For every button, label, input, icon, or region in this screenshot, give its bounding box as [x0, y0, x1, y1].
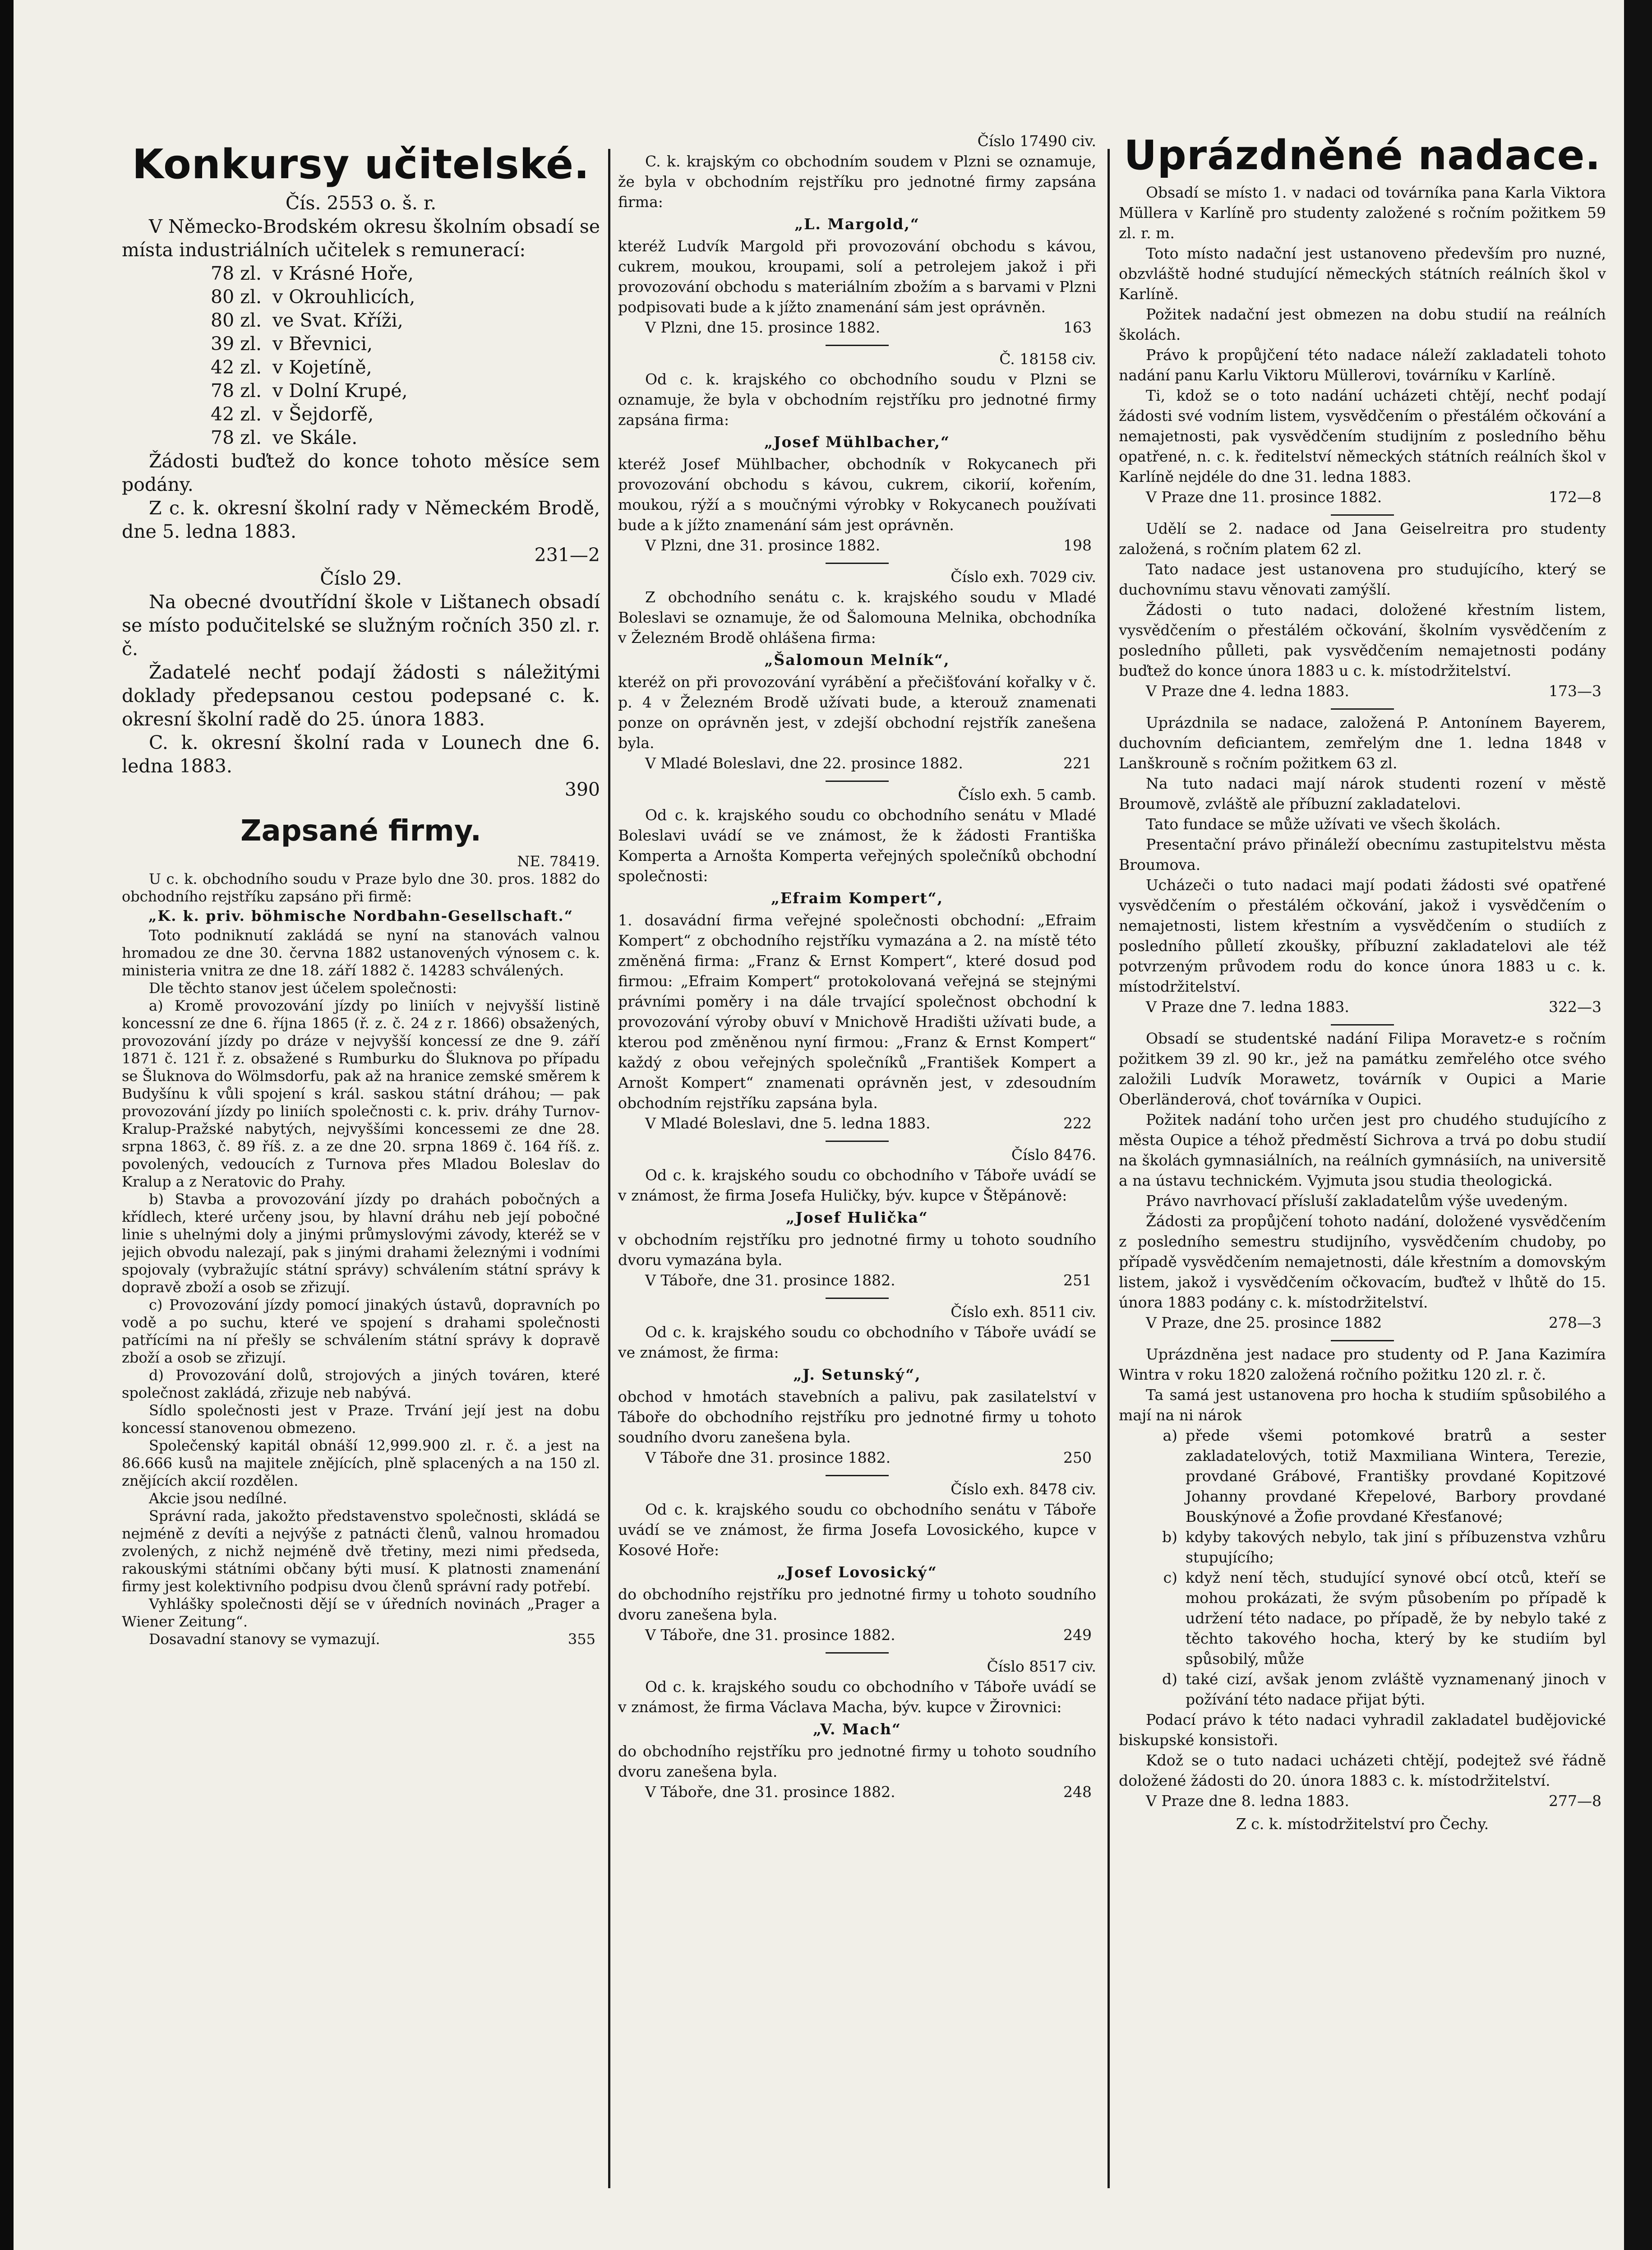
notice-closing-row: Dosavadní stanovy se vymazují. 355: [149, 1631, 595, 1648]
closing-authority: Z c. k. místodržitelství pro Čechy.: [1236, 1815, 1489, 1833]
column-firm-registrations: [618, 131, 1096, 2188]
entry-number: Číslo exh. 8511 civ.: [951, 1303, 1096, 1321]
foundation-signature-row: V Praze dne 11. prosince 1882. 172—8: [1146, 488, 1601, 506]
foundation-text: Na tuto nadaci mají nárok studenti rození v městě Broumově, zvláště ale příbuzní zakladatelovi.: [1119, 775, 1606, 813]
foundation-text: Ta samá jest ustanovena pro hocha k studiím spůsobilého a mají na ni nárok: [1119, 1386, 1606, 1424]
divider: [826, 1652, 889, 1654]
entry-mach: [618, 1656, 1096, 1802]
foundation-text: Kdož se o tuto nadaci ucházeti chtějí, podejtež své řádně doložené žádosti do 20. února 1883 c. k. místodržitelství.: [1119, 1751, 1606, 1789]
entry-text: v obchodním rejstříku pro jednotné firmy u tohoto soudního dvoru vymazána byla.: [618, 1231, 1096, 1269]
entry-signature-row: V Táboře, dne 31. prosince 1882. 248: [645, 1783, 1092, 1801]
divider: [1331, 1340, 1394, 1341]
column-teacher-vacancies: [122, 131, 600, 2188]
foundation-list-item: d) také cizí, avšak jenom zvláště vyznamenaný jinoch v požívání této nadace přijat býti.: [1162, 1670, 1606, 1708]
notice-text: Dle těchto stanov jest účelem společnosti:: [149, 979, 457, 997]
foundation-signature-row: V Praze dne 8. ledna 1883. 277—8: [1146, 1792, 1601, 1810]
divider: [826, 563, 889, 564]
scan-edge-left: [0, 0, 14, 2250]
foundation-winter: [1119, 1344, 1606, 1834]
entry-number: Číslo 8476.: [1011, 1146, 1096, 1164]
divider: [826, 1298, 889, 1299]
salary-row: 42 zl. v Šejdorfě,: [211, 403, 374, 425]
divider: [1331, 514, 1394, 516]
column-foundations: [1119, 131, 1606, 2188]
notice-signature: Z c. k. okresní školní rady v Německém Brodě, dne 5. ledna 1883.: [122, 497, 600, 542]
divider: [826, 1141, 889, 1142]
notice-2553: [122, 191, 600, 567]
entry-text: 1. dosavádní firma veřejné společnosti obchodní: „Efraim Kompert“ z obchodního rejstříku vymazána a 2. na místě této změněná firma: „Franz & Ernst Kompert“, které dosud pod firmou: „Efraim Kompert“ protokolovaná veřejná se stejnými právními poměry i na dále trvající společnost obchodní k provozování výroby obuví v Mnichově Hradišti užívati bude, a kterou pod změněnou nyní firmou: „Franz & Ernst Kompert“ každý z obou veřejných společníků „František Kompert a Arnošt Kompert“ znamenati oprávněn jest, v zdesoudním obchodním rejstříku zapsána byla.: [618, 911, 1096, 1112]
foundation-text: Ti, kdož se o toto nadání ucházeti chtějí, nechť podají žádosti své vodním listem, vysvědčením o přestálém očkování a nemajetnosti, pak vysvědčením studijním z posledního běhu opatřené, n. c. k. ředitelství německých státních reálních škol v Karlíně nejdéle do dne 31. ledna 1883.: [1119, 387, 1606, 485]
entry-signature-row: V Mladé Boleslavi, dne 22. prosince 1882. 221: [645, 754, 1092, 772]
notice-signature: C. k. okresní školní rada v Lounech dne 6. ledna 1883.: [122, 732, 600, 777]
notice-text: Toto podniknutí zakládá se nyní na stanovách valnou hromadou ze dne 30. června 1882 ustanovených výnosem c. k. ministeria vnitra ze dne 18. září 1882 č. 14283 schválených.: [122, 927, 600, 979]
scan-edge-right: [1624, 0, 1652, 2250]
entry-signature-row: V Plzni, dne 31. prosince 1882. 198: [645, 536, 1092, 554]
entry-text: obchod v hmotách stavebních a palivu, pak zasilatelství v Táboře do obchodního rejstříku pro jednotné firmy u tohoto soudního dvoru zanešena byla.: [618, 1388, 1096, 1446]
entry-text: Od c. k. krajského soudu co obchodního v Táboře uvádí se v známost, že firma Josefa Huličky, býv. kupce v Štěpánově:: [618, 1166, 1096, 1204]
foundation-text: Obsadí se studentské nadání Filipa Moravetz-e s ročním požitkem 39 zl. 90 kr., jež na památku zemřelého otce svého založili Ludvík Morawetz, továrník v Oupici a Marie Oberländerová, choť továrníka v Oupici.: [1119, 1030, 1606, 1108]
notice-text: Žádosti buďtež do konce tohoto měsíce sem podány.: [122, 450, 600, 495]
foundation-text: Právo k propůjčení této nadace náleží zakladateli tohoto nadání panu Karlu Viktoru Müllerovi, továrníku v Karlíně.: [1119, 346, 1606, 384]
foundation-text: Tato nadace jest ustanovena pro studujícího, který se duchovnímu stavu věnovati zamýšlí.: [1119, 560, 1606, 598]
entry-muhlbacher: [618, 349, 1096, 564]
notice-intro: U c. k. obchodního soudu v Praze bylo dne 30. pros. 1882 do obchodního rejstříku zapsáno při firmě:: [122, 870, 600, 905]
entry-number: Číslo 17490 civ.: [977, 132, 1096, 150]
notice-text: Vyhlášky společnosti dějí se v úředních novinách „Prager a Wiener Zeitung“.: [122, 1595, 600, 1630]
foundation-geiselreiter: [1119, 518, 1606, 710]
foundation-text: Žádosti o tuto nadaci, doložené křestním listem, vysvědčením o přestálém očkování, školním vysvědčením z posledního půlleti, pak vysvědčením nemajetnosti podány buďtež do konce února 1883 u c. k. místodržitelství.: [1119, 601, 1606, 679]
foundation-list-item: c) když není těch, studující synové obcí otců, kteří se mohou prokázati, že svým působením po případě k udržení této nadace, po případě, že by nebylo také z těchto takového hocha, který by ke studiím byl spůsobilý, může: [1163, 1569, 1606, 1668]
section-heading-zapsane-firmy: Zapsané firmy.: [240, 814, 481, 848]
salary-row: 42 zl. v Kojetíně,: [211, 356, 372, 378]
notice-text: Správní rada, jakožto představenstvo společnosti, skládá se nejméně z devíti a nejvýše z patnácti členů, valnou hromadou zvolených, z nichž nejméně dvě třetiny, mezi nimi předseda, rakouskými státními občany býti musí. K platnosti znamenání firmy jest kolektivního podpisu dvou členů správní rady potřebí.: [122, 1507, 600, 1595]
salary-row: 80 zl. ve Svat. Kříži,: [211, 310, 403, 331]
entry-text: Od c. k. krajského soudu co obchodního senátu v Táboře uvádí se ve známost, že firma Josefa Lovosického, kupce v Kosové Hoře:: [618, 1501, 1096, 1559]
divider: [1331, 708, 1394, 710]
foundation-text: Požitek nadační jest obmezen na dobu studií na reálních školách.: [1119, 305, 1606, 343]
salary-row: 80 zl. v Okrouhlicích,: [211, 286, 415, 308]
notice-text: d) Provozování dolů, strojových a jiných továren, které společnost zakládá, zřizuje neb nabývá.: [122, 1367, 600, 1401]
entry-text: do obchodního rejstříku pro jednotné firmy u tohoto soudního dvoru zanešena byla.: [618, 1585, 1096, 1623]
foundation-bayer: [1119, 712, 1606, 1026]
firm-name: „K. k. priv. böhmische Nordbahn-Gesellschaft.“: [148, 907, 573, 924]
entry-number: Číslo exh. 8478 civ.: [951, 1480, 1096, 1498]
entry-number: Číslo exh. 7029 civ.: [951, 568, 1096, 586]
entry-lovosicky: [618, 1479, 1096, 1654]
entry-text: do obchodního rejstříku pro jednotné firmy u tohoto soudního dvoru zanešena byla.: [618, 1742, 1096, 1780]
foundation-text: Toto místo nadační jest ustanoveno především pro nuzné, obzvláště hodné studující německých státních reálních škol v Karlíně.: [1119, 245, 1606, 303]
entry-text: kteréž Josef Mühlbacher, obchodník v Rokycanech při provozování obchodu s kávou, cukrem, cikorií, kořením, moukou, rýží a s moučnými výrobky v Rokycanech používati bude a k jížto znamenání sám jest oprávněn.: [618, 455, 1096, 534]
foundation-text: Právo navrhovací přísluší zakladatelům výše uvedeným.: [1146, 1192, 1568, 1210]
foundation-muller: [1119, 182, 1606, 516]
foundation-text: Uprázdněna jest nadace pro studenty od P. Jana Kazimíra Wintra v roku 1820 založená ročního požitku 120 zl. r. č.: [1119, 1345, 1606, 1383]
notice-number: Číslo 29.: [320, 568, 402, 589]
foundation-signature-row: V Praze dne 4. ledna 1883. 173—3: [1146, 682, 1601, 700]
divider: [826, 345, 889, 346]
foundation-text: Tato fundace se může užívati ve všech školách.: [1146, 815, 1501, 833]
firm-name: „Josef Lovosický“: [777, 1563, 937, 1581]
notice-text: Společenský kapitál obnáší 12,999.900 zl. r. č. a jest na 86.666 kusů na majitele znějících, plně splacených a na 150 zl. znějících akcií rozdělen.: [122, 1437, 600, 1489]
salary-row: 39 zl. v Břevnici,: [211, 333, 373, 355]
notice-text: Sídlo společnosti jest v Praze. Trvání její jest na dobu koncessí stanovenou obmezeno.: [122, 1402, 600, 1437]
divider: [826, 1475, 889, 1476]
salary-row: 78 zl. v Krásné Hoře,: [211, 263, 414, 284]
foundation-text: Obsadí se místo 1. v nadaci od továrníka pana Karla Viktora Müllera v Karlíně pro studenty založené s ročním požitkem 59 zl. r. m.: [1119, 184, 1606, 242]
foundation-text: Udělí se 2. nadace od Jana Geiselreitra pro studenty založená, s ročním platem 62 zl.: [1119, 520, 1606, 558]
entry-melnik: [618, 567, 1096, 782]
notice-text: Akcie jsou nedílné.: [149, 1490, 287, 1507]
entry-text: kteréž Ludvík Margold při provozování obchodu s kávou, cukrem, moukou, kroupami, solí a petrolejem jakož i při provozování obchodu s materiálním zbožím a s barvami v Plzni podpisovati bude a k jížto znamenání sám jest oprávněn.: [618, 237, 1096, 316]
foundation-list-item: b) kdyby takových nebylo, tak jiní s příbuzenstva vzhůru stupujícího;: [1162, 1528, 1606, 1566]
firm-name: „Josef Hulička“: [786, 1209, 928, 1226]
entry-number: Číslo exh. 5 camb.: [958, 786, 1096, 804]
entry-text: C. k. krajským co obchodním soudem v Plzni se oznamuje, že byla v obchodním rejstříku pro jednotné firmy zapsána firma:: [618, 152, 1096, 211]
entry-hulicka: [618, 1145, 1096, 1299]
entry-signature-row: V Táboře, dne 31. prosince 1882. 251: [645, 1271, 1092, 1289]
firm-name: „L. Margold,“: [794, 215, 920, 233]
entry-text: kteréž on při provozování vyrábění a přečišťování kořalky v č. p. 4 v Železném Brodě užívati bude, a kterouž znamenati ponze on oprávněn jest, v zdejší obchodní rejstřík zanešena byla.: [618, 673, 1096, 752]
entry-number: Číslo 8517 civ.: [987, 1658, 1096, 1675]
entry-text: Od c. k. krajského soudu co obchodního v Táboře uvádí se ve známost, že firma:: [618, 1323, 1096, 1361]
notice-text: Na obecné dvoutřídní škole v Lištanech obsadí se místo podučitelské se služným ročních 350 zl. r. č.: [122, 591, 600, 660]
notice-text: Žadatelé nechť podají žádosti s náležitými doklady předepsanou cestou podepsané c. k. okresní školní radě do 25. února 1883.: [122, 661, 600, 730]
notice-nordbahn: [122, 853, 600, 1648]
notice-text: a) Kromě provozování jízdy po liniích v nejvyšší listině koncessní ze dne 6. října 1865 (ř. z. č. 24 z r. 1866) obsažených, provozování jízdy po dráze v nejvyšší koncessí ze dne 9. září 1871 č. 121 ř. z. obsažené s Rumburku do Šluknova po případu se Šluknova do Wölmsdorfu, pak až na hranice zemské směrem k Budyšínu k vůli spojení s král. saskou státní dráhou; — pak provozování jízdy po liniích společnosti c. k. priv. dráhy Turnov-Kralup-Pražské nabytých, nejvyššími koncessemi ze dne 28. srpna 1863, č. 89 říš. z. a ze dne 20. srpna 1869 č. 164 říš. z. povolených, vedoucích z Turnova přes Mladou Boleslav do Kralup a z Neratovic do Prahy.: [122, 997, 600, 1190]
entry-setunsky: [618, 1302, 1096, 1476]
entry-margold: [618, 131, 1096, 346]
notice-ref: 390: [564, 779, 600, 800]
notice-text: c) Provozování jízdy pomocí jinakých ústavů, dopravních po vodě a po suchu, které ve spojení s drahami společnosti patřícími na ní přešly se schválením státní správy k dopravě zboží a osob se zřizují.: [122, 1296, 600, 1366]
section-heading-konkursy: Konkursy učitelské.: [132, 141, 590, 188]
entry-signature-row: V Táboře dne 31. prosince 1882. 250: [645, 1449, 1092, 1466]
column-rule-1: [608, 149, 610, 2188]
divider: [826, 781, 889, 782]
foundation-signature-row: V Praze, dne 25. prosince 1882 278—3: [1146, 1314, 1601, 1331]
salary-row: 78 zl. ve Skále.: [211, 427, 358, 448]
entry-kompert: [618, 785, 1096, 1142]
entry-signature-row: V Plzni, dne 15. prosince 1882. 163: [645, 319, 1092, 336]
firm-name: „Šalomoun Melník“,: [764, 651, 950, 669]
entry-text: Od c. k. krajského co obchodního soudu v Plzni se oznamuje, že byla v obchodním rejstříku pro jednotné firmy zapsána firma:: [618, 370, 1096, 429]
entry-text: Od c. k. krajského soudu co obchodního senátu v Mladé Boleslavi uvádí se ve známost, že k žádosti Františka Komperta a Arnošta Komperta veřejných společníků obchodní společnosti:: [618, 806, 1096, 885]
firm-name: „Efraim Kompert“,: [771, 889, 944, 907]
section-heading-nadace: Uprázdněné nadace.: [1124, 132, 1601, 179]
column-rule-2: [1107, 149, 1110, 2188]
divider: [1331, 1024, 1394, 1026]
salary-row: 78 zl. v Dolní Krupé,: [211, 380, 408, 402]
foundation-list-item: a) přede všemi potomkové bratrů a sester zakladatelových, totiž Maxmiliana Wintera, Terezie, provdané Grábové, Františky provdané Kopitzové Johanny provdané Křepelové, Barbory provdané Bouskýnové a Žofie provdané Křesťanové;: [1163, 1427, 1606, 1525]
foundation-text: Presentační právo přináleží obecnímu zastupitelstvu města Broumova.: [1119, 836, 1606, 873]
foundation-signature-row: V Praze dne 7. ledna 1883. 322—3: [1146, 998, 1601, 1016]
entry-signature-row: V Táboře, dne 31. prosince 1882. 249: [645, 1626, 1092, 1644]
notice-number: NE. 78419.: [517, 853, 600, 870]
firm-name: „J. Setunský“,: [793, 1366, 921, 1383]
foundation-text: Podací právo k této nadaci vyhradil zakladatel budějovické biskupské konsistoři.: [1119, 1711, 1606, 1749]
notice-text: b) Stavba a provozování jízdy po drahách pobočných a křídlech, které určeny jsou, by hlavní dráhu neb její pobočné linie s uhelnými doly a jinými průmyslovými závody, kteréž se v jejich obvodu nalezají, pak s jinými drahami železnými i vodními spojovaly (vybražujíc státní správy) schválením státní správy k dopravě zboží a osob se zřizují.: [122, 1191, 600, 1296]
entry-text: Z obchodního senátu c. k. krajského soudu v Mladé Boleslavi se oznamuje, že od Šalomouna Melnika, obchodníka v Železném Brodě ohlášena firma:: [618, 588, 1096, 647]
foundation-moravetz: [1119, 1028, 1606, 1341]
notice-29: [122, 567, 600, 801]
notice-intro: V Německo-Brodském okresu školním obsadí se místa industriálních učitelek s remunerací:: [122, 216, 600, 261]
foundation-text: Uprázdnila se nadace, založená P. Antonínem Bayerem, duchovním deficiantem, zemřelým dne 1. ledna 1848 v Lanškrouně s ročním požitkem 63 zl.: [1119, 714, 1606, 772]
notice-ref: 231—2: [534, 544, 600, 566]
notice-number: Čís. 2553 o. š. r.: [285, 192, 437, 214]
foundation-text: Ucházeči o tuto nadaci mají podati žádosti své opatřené vysvědčením o přestálém očkování, jakož i vysvědčením o nemajetnosti, listem křestním a vysvědčením o studiích z posledního půlletí zkoušky, příbuzní zakladatelovi ale též potvrzeným průvodem rodu do konce února 1883 u c. k. místodržitelství.: [1119, 876, 1606, 995]
entry-signature-row: V Mladé Boleslavi, dne 5. ledna 1883. 222: [645, 1114, 1092, 1132]
firm-name: „V. Mach“: [813, 1720, 901, 1738]
entry-number: Č. 18158 civ.: [999, 350, 1096, 368]
foundation-text: Žádosti za propůjčení tohoto nadání, doložené vysvědčením z posledního semestru studijního, vysvědčením chudoby, po případě vysvědčením nemajetnosti, dále křestním a domovským listem, jakož i vysvědčením očkovacím, buďtež v lhůtě do 15. února 1883 podány c. k. místodržitelství.: [1119, 1212, 1606, 1311]
firm-name: „Josef Mühlbacher,“: [764, 433, 950, 451]
foundation-text: Požitek nadání toho určen jest pro chudého studujícího z města Oupice a téhož předměstí Sichrova a trvá po dobu studií na školách gymnasiálních, na reálních gymnásiích, na universitě a na ústavu technickém. Vyjmuta jsou studia theologická.: [1119, 1111, 1606, 1189]
entry-text: Od c. k. krajského soudu co obchodního v Táboře uvádí se v známost, že firma Václava Macha, býv. kupce v Žirovnici:: [618, 1678, 1096, 1716]
